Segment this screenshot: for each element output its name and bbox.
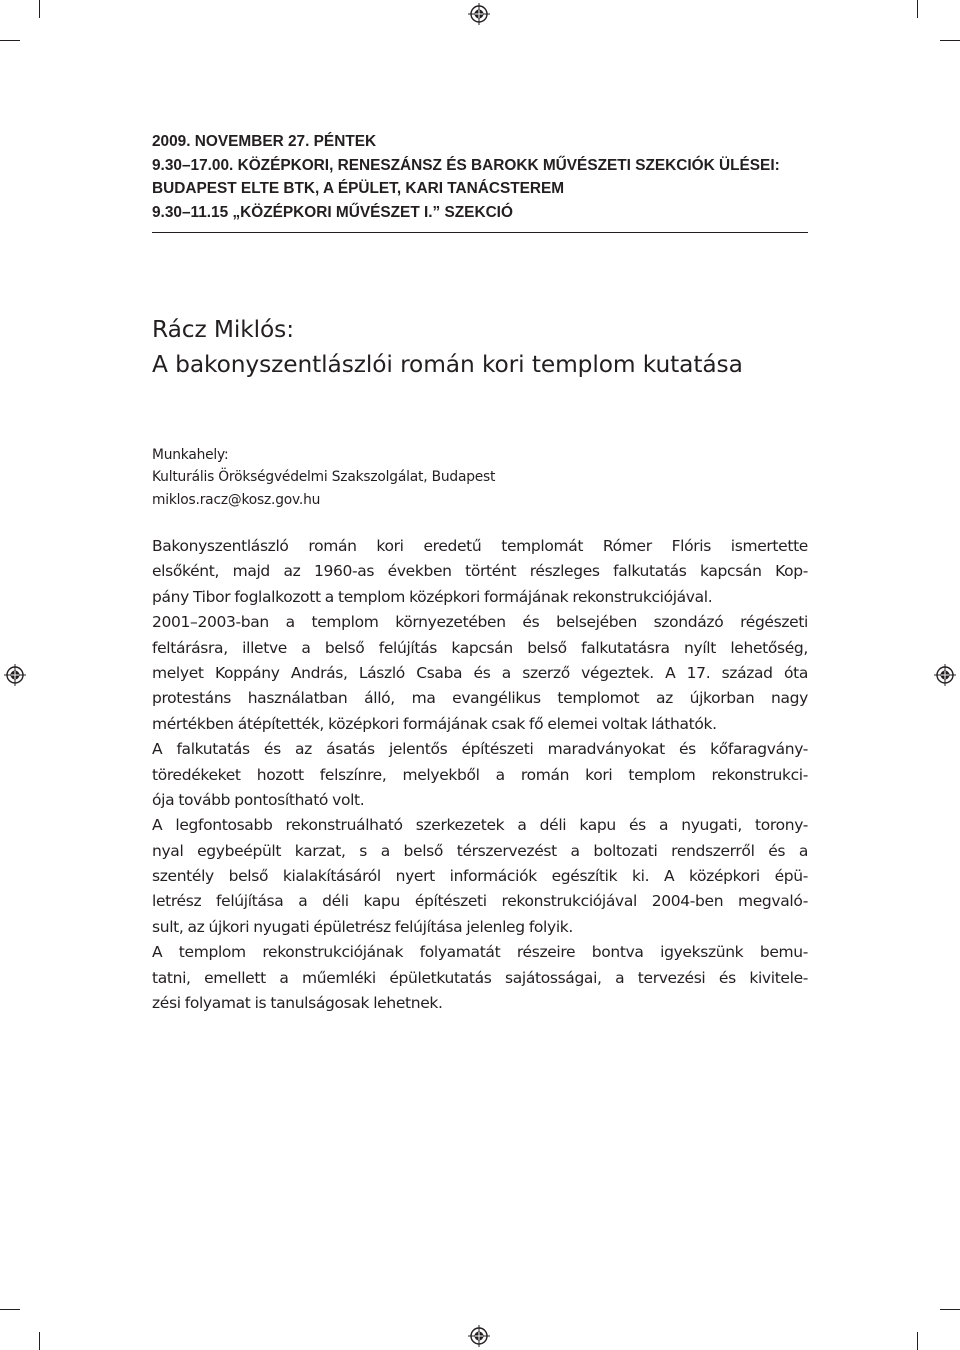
abstract-line: Bakonyszentlászló román kori eredetű templomát Rómer Flóris ismertette (152, 537, 808, 555)
crop-mark (940, 1309, 960, 1310)
abstract-line: A templom rekonstrukciójának folyamatát részeire bontva igyekszünk bemu- (152, 943, 808, 962)
session-venue: BUDAPEST ELTE BTK, A ÉPÜLET, KARI TANÁCSTEREM (152, 180, 565, 197)
abstract-line: melyet Koppány András, László Csaba és a szerző végeztek. A 17. század óta (152, 663, 808, 682)
session-time-title: 9.30–17.00. KÖZÉPKORI, RENESZÁNSZ ÉS BAROKK MŰVÉSZETI SZEKCIÓK ÜLÉSEI: (152, 156, 780, 174)
crop-mark (917, 1332, 918, 1350)
registration-mark-icon (468, 1325, 490, 1347)
author-name: Rácz Miklós: (152, 316, 294, 343)
abstract-line: A falkutatás és az ásatás jelentős építészeti maradványokat és kőfaragvány- (152, 740, 808, 759)
registration-mark-icon (468, 3, 490, 25)
workplace-institution: Kulturális Örökségvédelmi Szakszolgálat, Budapest (152, 469, 496, 486)
crop-mark (917, 0, 918, 18)
paper-title: A bakonyszentlászlói román kori templom kutatása (152, 351, 743, 378)
header-divider (152, 232, 808, 233)
session-header (152, 130, 812, 224)
abstract-line: feltárásra, illetve a belső felújítás kapcsán belső falkutatásra nyílt lehetőség, (152, 638, 808, 657)
crop-mark (0, 40, 20, 41)
abstract-line: 2001–2003-ban a templom környezetében és belsejében szondázó régészeti (152, 613, 808, 632)
abstract-line: szentély belső kialakításáról nyert információk egészítik ki. A középkori épü- (152, 867, 808, 886)
abstract-line: töredékeket hozott felszínre, melyekből a román kori templom rekonstrukci- (152, 765, 808, 784)
crop-mark (0, 1309, 20, 1310)
session-date: 2009. NOVEMBER 27. PÉNTEK (152, 133, 377, 150)
abstract-line: elsőként, majd az 1960-as években történt részleges falkutatás kapcsán Kop- (152, 562, 808, 581)
abstract-line: mértékben átépítették, középkori formájának csak fő elemei voltak láthatók. (152, 714, 717, 733)
author-title-block (152, 312, 832, 382)
abstract-line: A legfontosabb rekonstruálható szerkezetek a déli kapu és a nyugati, torony- (152, 816, 808, 835)
crop-mark (39, 1332, 40, 1350)
crop-mark (39, 0, 40, 18)
abstract-line: zési folyamat is tanulságosak lehetnek. (152, 994, 443, 1013)
abstract-body (152, 534, 808, 1016)
abstract-line: sult, az újkori nyugati épületrész felújítása jelenleg folyik. (152, 917, 573, 936)
session-section: 9.30–11.15 „KÖZÉPKORI MŰVÉSZET I.” SZEKCIÓ (152, 203, 513, 221)
registration-mark-icon (934, 664, 956, 686)
abstract-line: pány Tibor foglalkozott a templom középkori formájának rekonstrukciójával. (152, 587, 713, 606)
abstract-line: protestáns használatban álló, ma evangélikus templomot az újkorban nagy (152, 689, 808, 708)
abstract-line: ója tovább pontosítható volt. (152, 790, 365, 809)
abstract-line: nyal egybeépült karzat, s a belső térszervezést a boltozati rendszerről és a (152, 841, 808, 860)
abstract-line: tatni, emellett a műemléki épületkutatás sajátosságai, a tervezési és kivitele- (152, 968, 808, 987)
abstract-line: letrész felújítása a déli kapu építészeti rekonstrukciójával 2004-ben megvaló- (152, 892, 808, 911)
author-email: miklos.racz@kosz.gov.hu (152, 491, 321, 508)
workplace-label: Munkahely: (152, 447, 229, 463)
workplace-block (152, 444, 812, 511)
registration-mark-icon (4, 664, 26, 686)
crop-mark (940, 40, 960, 41)
